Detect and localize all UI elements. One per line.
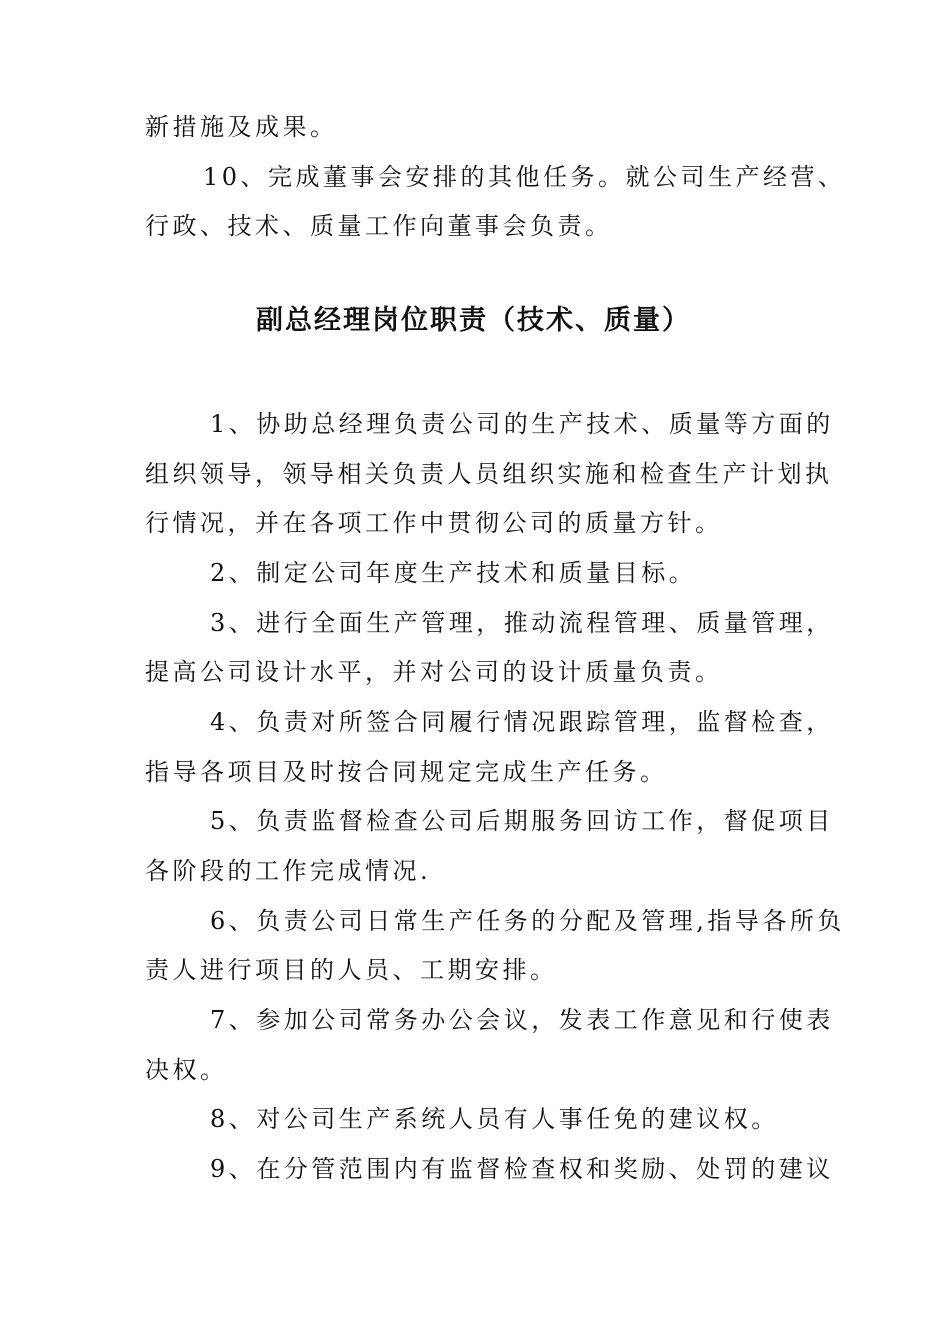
item-3-line: 提高公司设计水平，并对公司的设计质量负责。 <box>145 658 723 686</box>
item-7-line: 7、参加公司常务办公会议，发表工作意见和行使表 <box>210 1006 834 1034</box>
item-5-line: 各阶段的工作完成情况. <box>145 857 432 885</box>
intro-paragraph-line: 新措施及成果。 <box>145 113 338 141</box>
intro-paragraph-line: 行政、技术、质量工作向董事会负责。 <box>145 212 613 240</box>
item-3-line: 3、进行全面生产管理，推动流程管理、质量管理， <box>210 609 834 637</box>
item-1-line: 1、协助总经理负责公司的生产技术、质量等方面的 <box>210 410 834 438</box>
section-title: 副总经理岗位职责（技术、质量） <box>256 305 691 336</box>
item-4-line: 4、负责对所签合同履行情况跟踪管理，监督检查， <box>210 708 834 736</box>
intro-paragraph-line: 10、完成董事会安排的其他任务。就公司生产经营、 <box>203 163 846 191</box>
item-2-line: 2、制定公司年度生产技术和质量目标。 <box>210 559 697 587</box>
item-1-line: 组织领导，领导相关负责人员组织实施和检查生产计划执 <box>145 460 833 488</box>
item-7-line: 决权。 <box>145 1056 228 1084</box>
item-9-line: 9、在分管范围内有监督检查权和奖励、处罚的建议 <box>210 1155 834 1183</box>
item-8-line: 8、对公司生产系统人员有人事任免的建议权。 <box>210 1105 779 1133</box>
item-4-line: 指导各项目及时按合同规定完成生产任务。 <box>145 758 668 786</box>
item-6-line: 责人进行项目的人员、工期安排。 <box>145 956 558 984</box>
item-5-line: 5、负责监督检查公司后期服务回访工作，督促项目 <box>210 807 834 835</box>
item-6-line: 6、负责公司日常生产任务的分配及管理,指导各所负 <box>210 907 845 935</box>
item-1-line: 行情况，并在各项工作中贯彻公司的质量方针。 <box>145 509 723 537</box>
